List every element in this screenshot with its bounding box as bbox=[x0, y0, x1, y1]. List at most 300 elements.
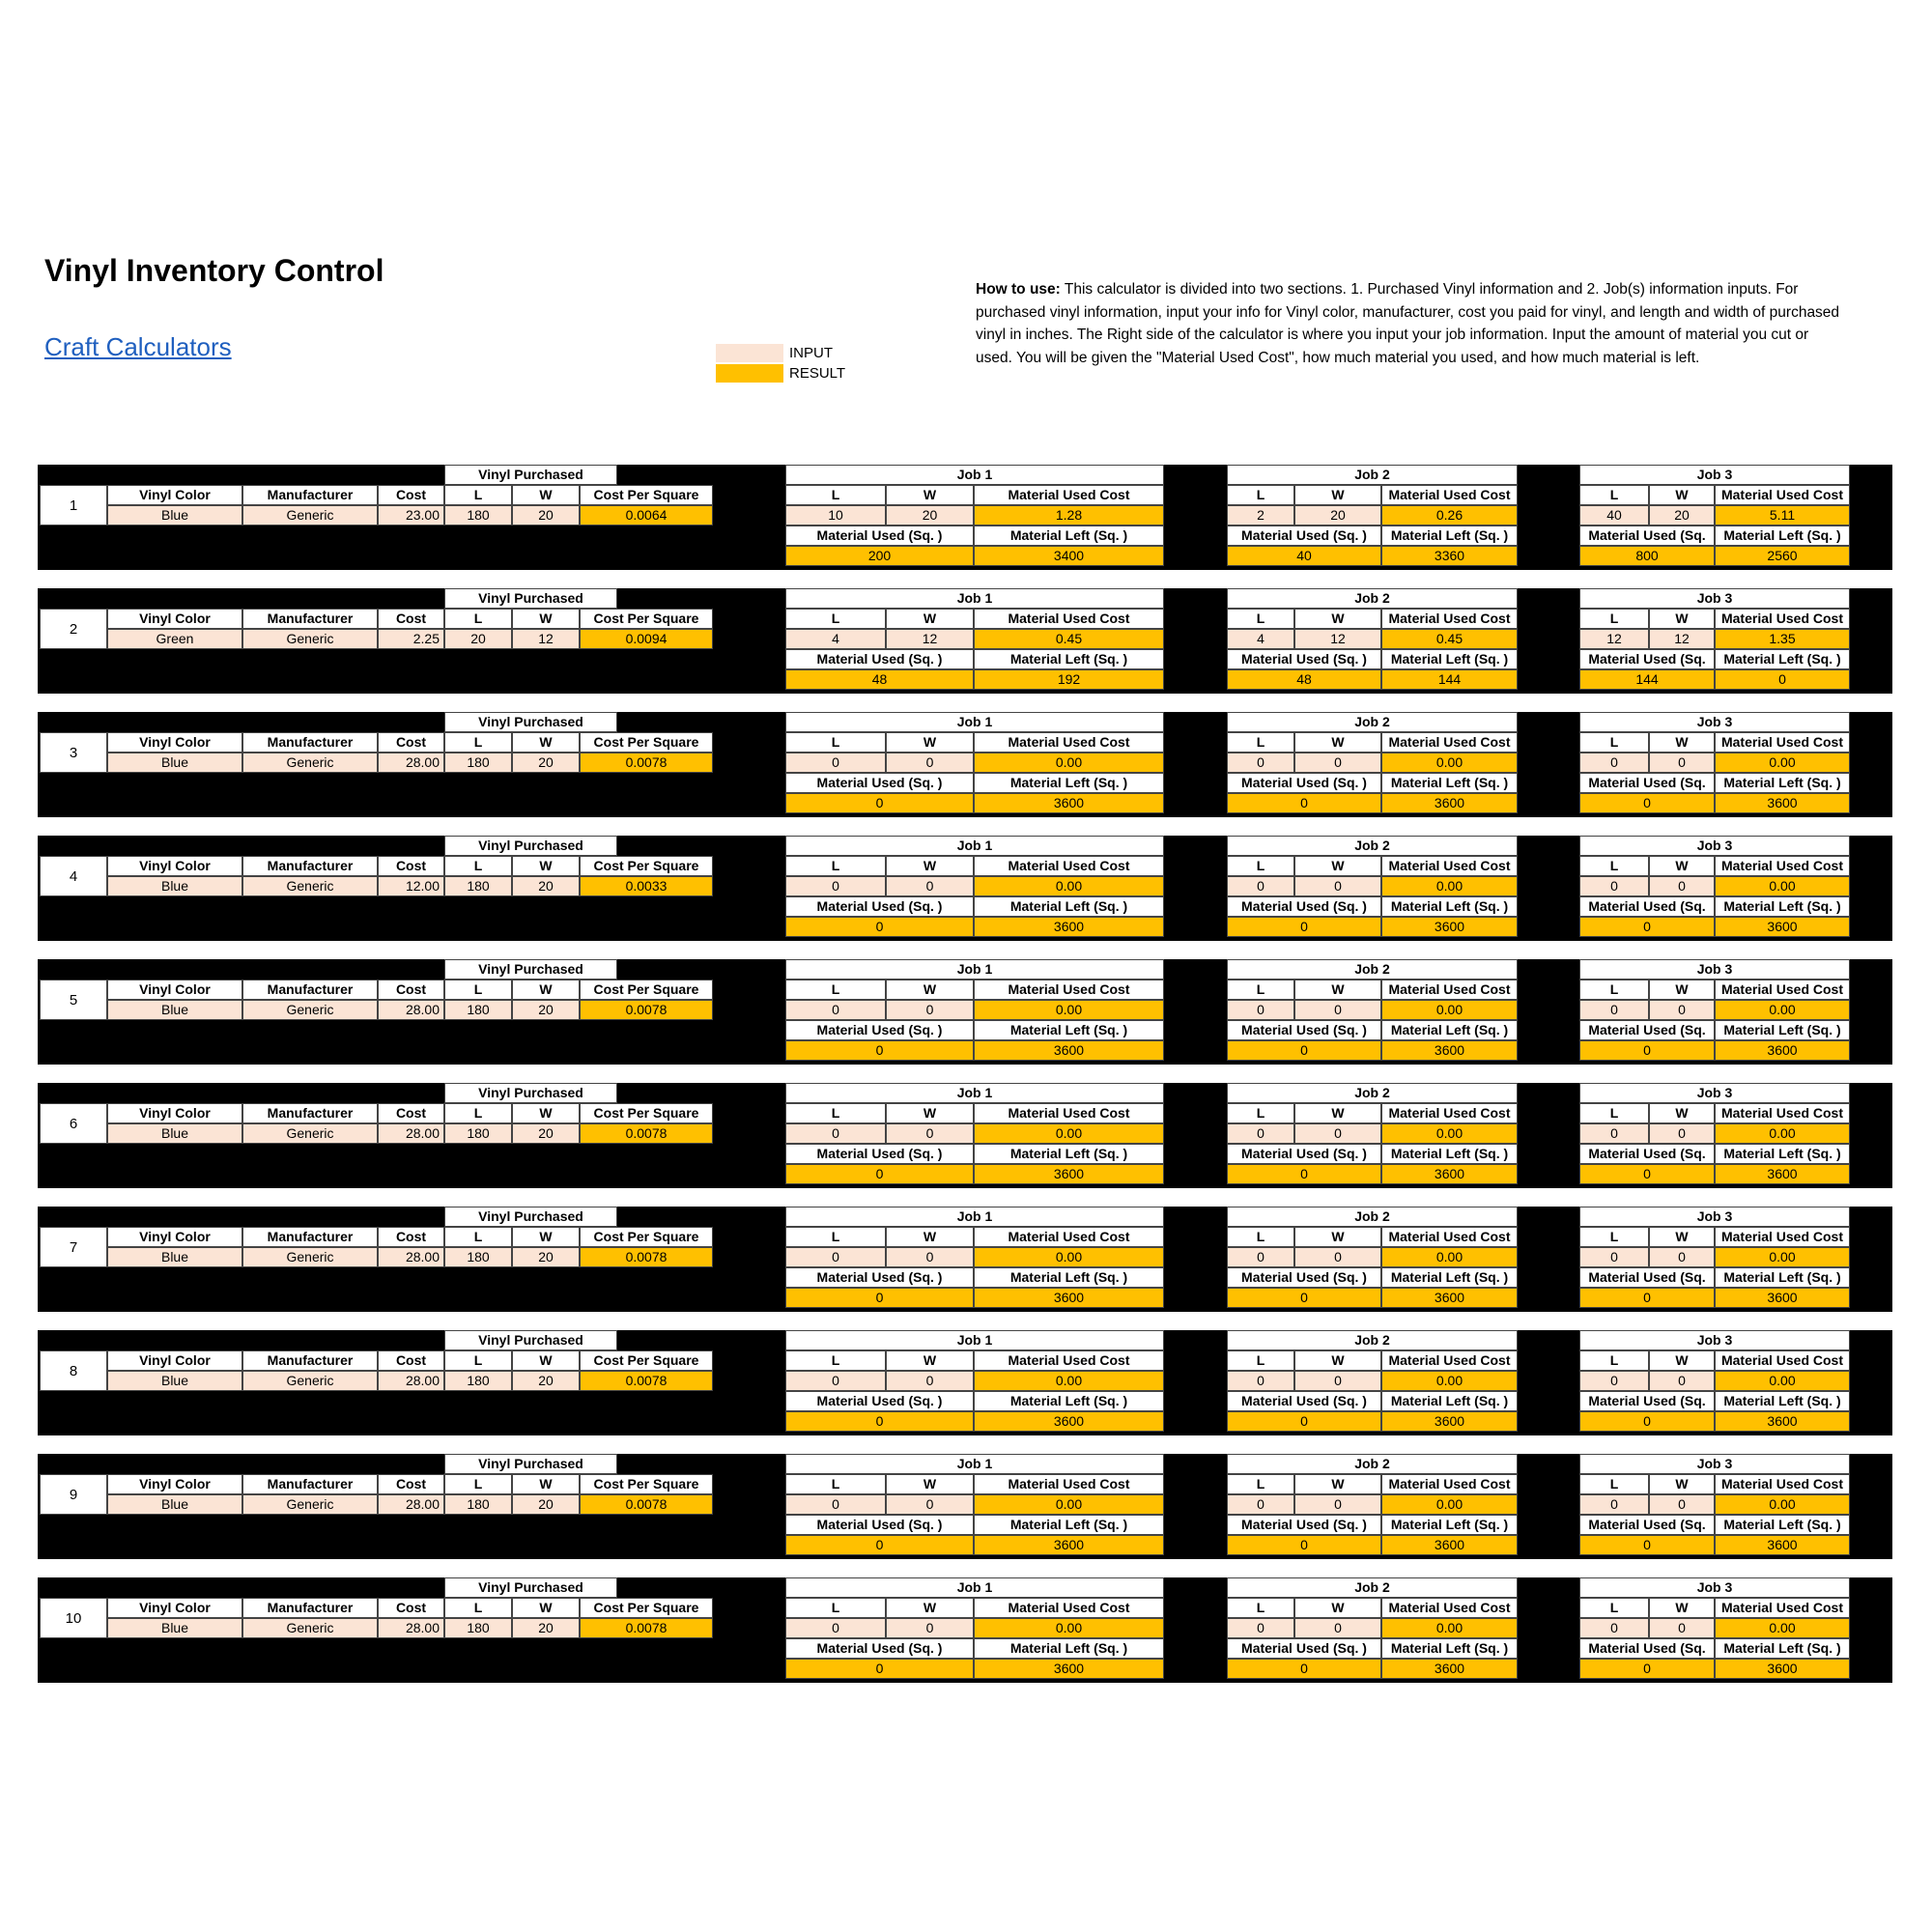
job-width-header: W bbox=[1649, 1350, 1715, 1371]
material-used-cost-result: 0.00 bbox=[1381, 1000, 1518, 1020]
length-input[interactable]: 20 bbox=[444, 629, 512, 649]
width-input[interactable]: 12 bbox=[512, 629, 580, 649]
job-length-input[interactable]: 0 bbox=[785, 1618, 886, 1638]
vinyl-color-input[interactable]: Blue bbox=[107, 1247, 242, 1267]
job-length-input[interactable]: 0 bbox=[785, 876, 886, 896]
job-length-header: L bbox=[785, 1474, 886, 1494]
vinyl-color-input[interactable]: Blue bbox=[107, 1618, 242, 1638]
job-length-header: L bbox=[785, 732, 886, 753]
job-width-input[interactable]: 0 bbox=[1294, 753, 1381, 773]
job-width-input[interactable]: 0 bbox=[1649, 1000, 1715, 1020]
cost-per-square-header: Cost Per Square bbox=[580, 1103, 713, 1123]
job-header: Job 1 bbox=[785, 1207, 1164, 1227]
job-width-header: W bbox=[1649, 980, 1715, 1000]
cost-per-square-result: 0.0094 bbox=[580, 629, 713, 649]
job-length-header: L bbox=[1579, 732, 1649, 753]
material-used-sq-header: Material Used (Sq. ) bbox=[785, 896, 974, 917]
material-left-sq-header: Material Left (Sq. ) bbox=[974, 1391, 1164, 1411]
job-length-input[interactable]: 0 bbox=[1227, 1618, 1294, 1638]
vinyl-color-header: Vinyl Color bbox=[107, 1227, 242, 1247]
material-used-cost-result: 0.00 bbox=[974, 1494, 1164, 1515]
job-header: Job 2 bbox=[1227, 1083, 1518, 1103]
material-used-sq-header: Material Used (Sq. bbox=[1579, 896, 1715, 917]
cost-header: Cost bbox=[378, 980, 444, 1000]
job-length-input[interactable]: 0 bbox=[1227, 753, 1294, 773]
length-input[interactable]: 180 bbox=[444, 1494, 512, 1515]
job-width-header: W bbox=[1294, 1350, 1381, 1371]
vinyl-row bbox=[38, 1454, 1892, 1559]
material-used-sq-result: 0 bbox=[1579, 1164, 1715, 1184]
manufacturer-header: Manufacturer bbox=[242, 856, 378, 876]
job-length-input[interactable]: 0 bbox=[1227, 1371, 1294, 1391]
width-header: W bbox=[512, 732, 580, 753]
manufacturer-input[interactable]: Generic bbox=[242, 1000, 378, 1020]
material-used-sq-header: Material Used (Sq. ) bbox=[1227, 1267, 1381, 1288]
cost-per-square-result: 0.0078 bbox=[580, 1000, 713, 1020]
material-used-cost-result: 0.45 bbox=[974, 629, 1164, 649]
job-header: Job 3 bbox=[1579, 1083, 1850, 1103]
material-left-sq-header: Material Left (Sq. ) bbox=[1381, 649, 1518, 669]
vinyl-purchased-header: Vinyl Purchased bbox=[444, 959, 617, 980]
manufacturer-input[interactable]: Generic bbox=[242, 1247, 378, 1267]
vinyl-color-input[interactable]: Blue bbox=[107, 1494, 242, 1515]
job-width-input[interactable]: 20 bbox=[1294, 505, 1381, 526]
length-input[interactable]: 180 bbox=[444, 1371, 512, 1391]
material-left-sq-result: 3400 bbox=[974, 546, 1164, 566]
job-length-input[interactable]: 0 bbox=[785, 1247, 886, 1267]
material-used-sq-header: Material Used (Sq. ) bbox=[785, 1144, 974, 1164]
material-left-sq-result: 0 bbox=[1715, 669, 1850, 690]
vinyl-purchased-header: Vinyl Purchased bbox=[444, 588, 617, 609]
vinyl-color-input[interactable]: Green bbox=[107, 629, 242, 649]
material-used-sq-header: Material Used (Sq. ) bbox=[1227, 896, 1381, 917]
material-used-sq-header: Material Used (Sq. bbox=[1579, 773, 1715, 793]
job-width-header: W bbox=[886, 1103, 974, 1123]
width-input[interactable]: 20 bbox=[512, 1123, 580, 1144]
job-width-input[interactable]: 0 bbox=[1294, 1494, 1381, 1515]
job-length-input[interactable]: 0 bbox=[1579, 753, 1649, 773]
material-left-sq-result: 3600 bbox=[1715, 1411, 1850, 1432]
job-width-header: W bbox=[1294, 485, 1381, 505]
material-left-sq-result: 3600 bbox=[1715, 1164, 1850, 1184]
job-length-header: L bbox=[1227, 1350, 1294, 1371]
material-used-cost-header: Material Used Cost bbox=[1381, 1227, 1518, 1247]
length-input[interactable]: 180 bbox=[444, 1123, 512, 1144]
job-width-input[interactable]: 0 bbox=[1649, 876, 1715, 896]
job-length-header: L bbox=[1227, 1474, 1294, 1494]
row-number: 4 bbox=[40, 856, 107, 896]
cost-per-square-result: 0.0078 bbox=[580, 1618, 713, 1638]
material-left-sq-header: Material Left (Sq. ) bbox=[974, 649, 1164, 669]
job-length-header: L bbox=[1227, 980, 1294, 1000]
vinyl-row bbox=[38, 836, 1892, 941]
length-header: L bbox=[444, 732, 512, 753]
job-width-input[interactable]: 12 bbox=[886, 629, 974, 649]
job-width-input[interactable]: 0 bbox=[1649, 1247, 1715, 1267]
vinyl-color-input[interactable]: Blue bbox=[107, 753, 242, 773]
material-used-cost-header: Material Used Cost bbox=[974, 1227, 1164, 1247]
legend-input bbox=[716, 343, 845, 363]
job-length-header: L bbox=[785, 609, 886, 629]
width-header: W bbox=[512, 1350, 580, 1371]
job-width-input[interactable]: 0 bbox=[886, 876, 974, 896]
job-width-header: W bbox=[1649, 1598, 1715, 1618]
material-used-cost-header: Material Used Cost bbox=[1715, 1227, 1850, 1247]
length-input[interactable]: 180 bbox=[444, 505, 512, 526]
job-width-input[interactable]: 0 bbox=[886, 1123, 974, 1144]
material-used-cost-result: 0.00 bbox=[974, 1123, 1164, 1144]
cost-header: Cost bbox=[378, 485, 444, 505]
material-used-sq-result: 0 bbox=[785, 1411, 974, 1432]
cost-input[interactable]: 28.00 bbox=[378, 753, 444, 773]
material-used-cost-header: Material Used Cost bbox=[1715, 485, 1850, 505]
vinyl-color-input[interactable]: Blue bbox=[107, 505, 242, 526]
material-used-cost-result: 0.00 bbox=[1381, 1371, 1518, 1391]
job-header: Job 3 bbox=[1579, 588, 1850, 609]
job-width-input[interactable]: 0 bbox=[1649, 1618, 1715, 1638]
length-header: L bbox=[444, 609, 512, 629]
vinyl-purchased-header: Vinyl Purchased bbox=[444, 836, 617, 856]
vinyl-color-input[interactable]: Blue bbox=[107, 1371, 242, 1391]
material-used-cost-result: 0.00 bbox=[1715, 1618, 1850, 1638]
job-length-header: L bbox=[1579, 1227, 1649, 1247]
manufacturer-header: Manufacturer bbox=[242, 1350, 378, 1371]
job-width-header: W bbox=[886, 1350, 974, 1371]
cost-input[interactable]: 28.00 bbox=[378, 1494, 444, 1515]
job-length-input[interactable]: 0 bbox=[785, 1371, 886, 1391]
material-left-sq-header: Material Left (Sq. ) bbox=[1715, 1267, 1850, 1288]
cost-input[interactable]: 2.25 bbox=[378, 629, 444, 649]
manufacturer-input[interactable]: Generic bbox=[242, 629, 378, 649]
material-used-sq-header: Material Used (Sq. ) bbox=[1227, 773, 1381, 793]
manufacturer-header: Manufacturer bbox=[242, 485, 378, 505]
material-used-cost-header: Material Used Cost bbox=[1715, 1350, 1850, 1371]
job-length-header: L bbox=[1579, 856, 1649, 876]
job-length-header: L bbox=[1227, 1598, 1294, 1618]
cost-input[interactable]: 28.00 bbox=[378, 1371, 444, 1391]
manufacturer-input[interactable]: Generic bbox=[242, 1371, 378, 1391]
cost-header: Cost bbox=[378, 856, 444, 876]
material-used-sq-result: 0 bbox=[785, 1659, 974, 1679]
job-width-input[interactable]: 0 bbox=[1294, 1000, 1381, 1020]
job-header: Job 3 bbox=[1579, 465, 1850, 485]
manufacturer-input[interactable]: Generic bbox=[242, 505, 378, 526]
material-left-sq-result: 3600 bbox=[974, 1164, 1164, 1184]
job-width-input[interactable]: 0 bbox=[1649, 1371, 1715, 1391]
cost-input[interactable]: 28.00 bbox=[378, 1247, 444, 1267]
row-number: 8 bbox=[40, 1350, 107, 1391]
material-used-cost-header: Material Used Cost bbox=[1381, 732, 1518, 753]
vinyl-color-header: Vinyl Color bbox=[107, 485, 242, 505]
job-length-header: L bbox=[1579, 1103, 1649, 1123]
material-used-sq-result: 0 bbox=[785, 917, 974, 937]
job-width-input[interactable]: 0 bbox=[1294, 876, 1381, 896]
material-used-cost-result: 1.28 bbox=[974, 505, 1164, 526]
how-to-use-body: This calculator is divided into two sections. 1. Purchased Vinyl information and 2. Job(s) information inputs. For purchased vinyl information, input your info for Vinyl color, manufacturer, cost you paid for vinyl, and length and width of purchased vinyl in inches. The Right side of the calculator is where you input your job information. Input the amount of material you cut or used. You will be given the "Material Used Cost", how much material you used, and how much material is left. bbox=[976, 281, 1840, 366]
cost-input[interactable]: 28.00 bbox=[378, 1123, 444, 1144]
job-length-input[interactable]: 0 bbox=[1227, 1000, 1294, 1020]
job-length-input[interactable]: 40 bbox=[1579, 505, 1649, 526]
manufacturer-input[interactable]: Generic bbox=[242, 753, 378, 773]
manufacturer-input[interactable]: Generic bbox=[242, 1123, 378, 1144]
legend bbox=[716, 343, 845, 384]
width-input[interactable]: 20 bbox=[512, 1000, 580, 1020]
cost-input[interactable]: 12.00 bbox=[378, 876, 444, 896]
material-used-sq-result: 0 bbox=[1227, 1659, 1381, 1679]
material-left-sq-header: Material Left (Sq. ) bbox=[1715, 896, 1850, 917]
width-header: W bbox=[512, 1598, 580, 1618]
length-input[interactable]: 180 bbox=[444, 1000, 512, 1020]
material-left-sq-result: 3600 bbox=[1381, 1659, 1518, 1679]
job-width-header: W bbox=[886, 732, 974, 753]
width-input[interactable]: 20 bbox=[512, 753, 580, 773]
vinyl-purchased-header: Vinyl Purchased bbox=[444, 712, 617, 732]
manufacturer-input[interactable]: Generic bbox=[242, 1618, 378, 1638]
job-length-input[interactable]: 0 bbox=[1579, 1371, 1649, 1391]
job-length-input[interactable]: 2 bbox=[1227, 505, 1294, 526]
vinyl-purchased-header: Vinyl Purchased bbox=[444, 1577, 617, 1598]
material-left-sq-result: 3600 bbox=[1715, 1040, 1850, 1061]
material-used-cost-header: Material Used Cost bbox=[974, 485, 1164, 505]
material-left-sq-result: 3600 bbox=[974, 1040, 1164, 1061]
manufacturer-input[interactable]: Generic bbox=[242, 1494, 378, 1515]
material-used-cost-result: 0.00 bbox=[1715, 1123, 1850, 1144]
length-input[interactable]: 180 bbox=[444, 753, 512, 773]
cost-per-square-header: Cost Per Square bbox=[580, 1474, 713, 1494]
material-used-sq-result: 0 bbox=[785, 1288, 974, 1308]
material-left-sq-header: Material Left (Sq. ) bbox=[974, 1144, 1164, 1164]
material-left-sq-result: 3360 bbox=[1381, 546, 1518, 566]
cost-input[interactable]: 28.00 bbox=[378, 1618, 444, 1638]
material-used-cost-result: 0.00 bbox=[1381, 1494, 1518, 1515]
cost-header: Cost bbox=[378, 1227, 444, 1247]
job-length-input[interactable]: 12 bbox=[1579, 629, 1649, 649]
cost-input[interactable]: 28.00 bbox=[378, 1000, 444, 1020]
result-swatch bbox=[716, 364, 783, 383]
job-width-input[interactable]: 0 bbox=[1294, 1371, 1381, 1391]
material-left-sq-result: 3600 bbox=[1381, 1288, 1518, 1308]
job-width-input[interactable]: 0 bbox=[1294, 1618, 1381, 1638]
material-used-cost-result: 0.00 bbox=[974, 1371, 1164, 1391]
material-used-cost-header: Material Used Cost bbox=[974, 1474, 1164, 1494]
material-left-sq-header: Material Left (Sq. ) bbox=[1381, 1391, 1518, 1411]
job-length-input[interactable]: 0 bbox=[1579, 1247, 1649, 1267]
job-length-header: L bbox=[1579, 1598, 1649, 1618]
width-input[interactable]: 20 bbox=[512, 1618, 580, 1638]
job-length-input[interactable]: 0 bbox=[1579, 876, 1649, 896]
job-width-input[interactable]: 0 bbox=[1649, 1123, 1715, 1144]
job-length-header: L bbox=[785, 856, 886, 876]
material-left-sq-header: Material Left (Sq. ) bbox=[974, 1020, 1164, 1040]
material-used-sq-header: Material Used (Sq. bbox=[1579, 1391, 1715, 1411]
vinyl-color-input[interactable]: Blue bbox=[107, 1000, 242, 1020]
manufacturer-header: Manufacturer bbox=[242, 609, 378, 629]
width-input[interactable]: 20 bbox=[512, 1494, 580, 1515]
cost-per-square-result: 0.0078 bbox=[580, 1371, 713, 1391]
material-used-sq-result: 0 bbox=[1579, 793, 1715, 813]
job-width-header: W bbox=[1294, 980, 1381, 1000]
manufacturer-header: Manufacturer bbox=[242, 980, 378, 1000]
how-to-use-lead: How to use: bbox=[976, 281, 1061, 298]
length-input[interactable]: 180 bbox=[444, 1247, 512, 1267]
material-used-cost-header: Material Used Cost bbox=[1381, 1598, 1518, 1618]
material-used-cost-header: Material Used Cost bbox=[974, 609, 1164, 629]
job-length-input[interactable]: 4 bbox=[1227, 629, 1294, 649]
material-used-cost-header: Material Used Cost bbox=[1715, 609, 1850, 629]
job-width-input[interactable]: 0 bbox=[886, 1618, 974, 1638]
material-left-sq-result: 3600 bbox=[974, 1288, 1164, 1308]
width-input[interactable]: 20 bbox=[512, 876, 580, 896]
job-length-input[interactable]: 10 bbox=[785, 505, 886, 526]
cost-per-square-header: Cost Per Square bbox=[580, 609, 713, 629]
vinyl-color-header: Vinyl Color bbox=[107, 856, 242, 876]
job-length-header: L bbox=[1579, 485, 1649, 505]
job-length-header: L bbox=[1227, 1103, 1294, 1123]
vinyl-color-header: Vinyl Color bbox=[107, 1598, 242, 1618]
row-number: 7 bbox=[40, 1227, 107, 1267]
material-used-sq-result: 144 bbox=[1579, 669, 1715, 690]
material-used-sq-result: 48 bbox=[1227, 669, 1381, 690]
job-width-input[interactable]: 20 bbox=[1649, 505, 1715, 526]
vinyl-row bbox=[38, 1577, 1892, 1683]
cost-header: Cost bbox=[378, 1474, 444, 1494]
job-length-header: L bbox=[785, 1103, 886, 1123]
cost-per-square-header: Cost Per Square bbox=[580, 980, 713, 1000]
job-length-header: L bbox=[785, 485, 886, 505]
job-width-input[interactable]: 20 bbox=[886, 505, 974, 526]
material-used-sq-result: 0 bbox=[785, 1164, 974, 1184]
vinyl-color-header: Vinyl Color bbox=[107, 1103, 242, 1123]
vinyl-color-input[interactable]: Blue bbox=[107, 876, 242, 896]
job-width-input[interactable]: 0 bbox=[1649, 1494, 1715, 1515]
job-width-input[interactable]: 0 bbox=[886, 1000, 974, 1020]
job-width-input[interactable]: 0 bbox=[1294, 1123, 1381, 1144]
job-length-input[interactable]: 0 bbox=[1579, 1000, 1649, 1020]
material-used-cost-header: Material Used Cost bbox=[974, 1103, 1164, 1123]
job-width-header: W bbox=[886, 1598, 974, 1618]
material-used-sq-header: Material Used (Sq. ) bbox=[785, 1391, 974, 1411]
manufacturer-input[interactable]: Generic bbox=[242, 876, 378, 896]
job-header: Job 3 bbox=[1579, 1454, 1850, 1474]
job-width-input[interactable]: 0 bbox=[886, 753, 974, 773]
cost-per-square-result: 0.0078 bbox=[580, 1123, 713, 1144]
job-width-input[interactable]: 0 bbox=[886, 1494, 974, 1515]
material-used-sq-header: Material Used (Sq. ) bbox=[1227, 526, 1381, 546]
width-input[interactable]: 20 bbox=[512, 1371, 580, 1391]
job-width-header: W bbox=[886, 485, 974, 505]
material-used-cost-result: 5.11 bbox=[1715, 505, 1850, 526]
material-left-sq-result: 3600 bbox=[1381, 1411, 1518, 1432]
material-used-sq-header: Material Used (Sq. ) bbox=[785, 526, 974, 546]
material-used-sq-result: 48 bbox=[785, 669, 974, 690]
job-length-input[interactable]: 0 bbox=[1227, 1123, 1294, 1144]
job-width-input[interactable]: 0 bbox=[1294, 1247, 1381, 1267]
material-used-cost-result: 0.00 bbox=[974, 1247, 1164, 1267]
width-input[interactable]: 20 bbox=[512, 1247, 580, 1267]
job-length-input[interactable]: 0 bbox=[1579, 1618, 1649, 1638]
job-length-input[interactable]: 0 bbox=[1227, 1494, 1294, 1515]
job-length-input[interactable]: 4 bbox=[785, 629, 886, 649]
material-used-cost-result: 0.00 bbox=[974, 876, 1164, 896]
cost-input[interactable]: 23.00 bbox=[378, 505, 444, 526]
job-length-header: L bbox=[1227, 485, 1294, 505]
job-length-header: L bbox=[1579, 1350, 1649, 1371]
craft-calculators-link[interactable]: Craft Calculators bbox=[44, 332, 232, 361]
job-length-input[interactable]: 0 bbox=[785, 753, 886, 773]
width-header: W bbox=[512, 485, 580, 505]
vinyl-purchased-header: Vinyl Purchased bbox=[444, 1083, 617, 1103]
row-number: 1 bbox=[40, 485, 107, 526]
material-used-sq-header: Material Used (Sq. bbox=[1579, 1267, 1715, 1288]
job-header: Job 2 bbox=[1227, 465, 1518, 485]
material-used-sq-header: Material Used (Sq. bbox=[1579, 1638, 1715, 1659]
material-left-sq-result: 3600 bbox=[1715, 793, 1850, 813]
job-width-header: W bbox=[886, 856, 974, 876]
material-left-sq-header: Material Left (Sq. ) bbox=[1381, 1144, 1518, 1164]
material-used-cost-header: Material Used Cost bbox=[1715, 856, 1850, 876]
job-width-header: W bbox=[886, 609, 974, 629]
legend-input-label: INPUT bbox=[789, 345, 833, 361]
material-used-cost-result: 0.00 bbox=[1381, 1618, 1518, 1638]
job-length-header: L bbox=[1227, 1227, 1294, 1247]
job-length-input[interactable]: 0 bbox=[1227, 1247, 1294, 1267]
job-header: Job 1 bbox=[785, 1083, 1164, 1103]
job-header: Job 3 bbox=[1579, 1207, 1850, 1227]
manufacturer-header: Manufacturer bbox=[242, 1598, 378, 1618]
material-left-sq-result: 2560 bbox=[1715, 546, 1850, 566]
manufacturer-header: Manufacturer bbox=[242, 1474, 378, 1494]
width-header: W bbox=[512, 1103, 580, 1123]
job-length-header: L bbox=[785, 980, 886, 1000]
vinyl-purchased-header: Vinyl Purchased bbox=[444, 1454, 617, 1474]
material-used-sq-result: 0 bbox=[1579, 1411, 1715, 1432]
length-input[interactable]: 180 bbox=[444, 876, 512, 896]
job-header: Job 3 bbox=[1579, 1577, 1850, 1598]
job-width-input[interactable]: 0 bbox=[886, 1371, 974, 1391]
length-header: L bbox=[444, 856, 512, 876]
job-length-input[interactable]: 0 bbox=[785, 1000, 886, 1020]
job-length-input[interactable]: 0 bbox=[785, 1123, 886, 1144]
width-input[interactable]: 20 bbox=[512, 505, 580, 526]
job-length-input[interactable]: 0 bbox=[1579, 1123, 1649, 1144]
job-length-header: L bbox=[1579, 1474, 1649, 1494]
input-swatch bbox=[716, 344, 783, 362]
job-width-input[interactable]: 12 bbox=[1649, 629, 1715, 649]
job-width-header: W bbox=[886, 1474, 974, 1494]
material-left-sq-result: 3600 bbox=[1381, 1535, 1518, 1555]
job-width-input[interactable]: 0 bbox=[1649, 753, 1715, 773]
material-left-sq-result: 3600 bbox=[1715, 1535, 1850, 1555]
material-used-cost-result: 0.00 bbox=[1381, 1247, 1518, 1267]
vinyl-row bbox=[38, 1330, 1892, 1435]
material-used-sq-result: 200 bbox=[785, 546, 974, 566]
job-width-input[interactable]: 0 bbox=[886, 1247, 974, 1267]
material-left-sq-result: 3600 bbox=[974, 1535, 1164, 1555]
length-input[interactable]: 180 bbox=[444, 1618, 512, 1638]
row-number: 2 bbox=[40, 609, 107, 649]
job-length-input[interactable]: 0 bbox=[1579, 1494, 1649, 1515]
material-left-sq-header: Material Left (Sq. ) bbox=[974, 773, 1164, 793]
vinyl-color-input[interactable]: Blue bbox=[107, 1123, 242, 1144]
job-header: Job 1 bbox=[785, 836, 1164, 856]
job-width-input[interactable]: 12 bbox=[1294, 629, 1381, 649]
job-length-input[interactable]: 0 bbox=[785, 1494, 886, 1515]
job-length-input[interactable]: 0 bbox=[1227, 876, 1294, 896]
job-width-header: W bbox=[1294, 609, 1381, 629]
material-used-sq-result: 40 bbox=[1227, 546, 1381, 566]
job-header: Job 2 bbox=[1227, 1330, 1518, 1350]
material-used-cost-result: 0.00 bbox=[1715, 753, 1850, 773]
